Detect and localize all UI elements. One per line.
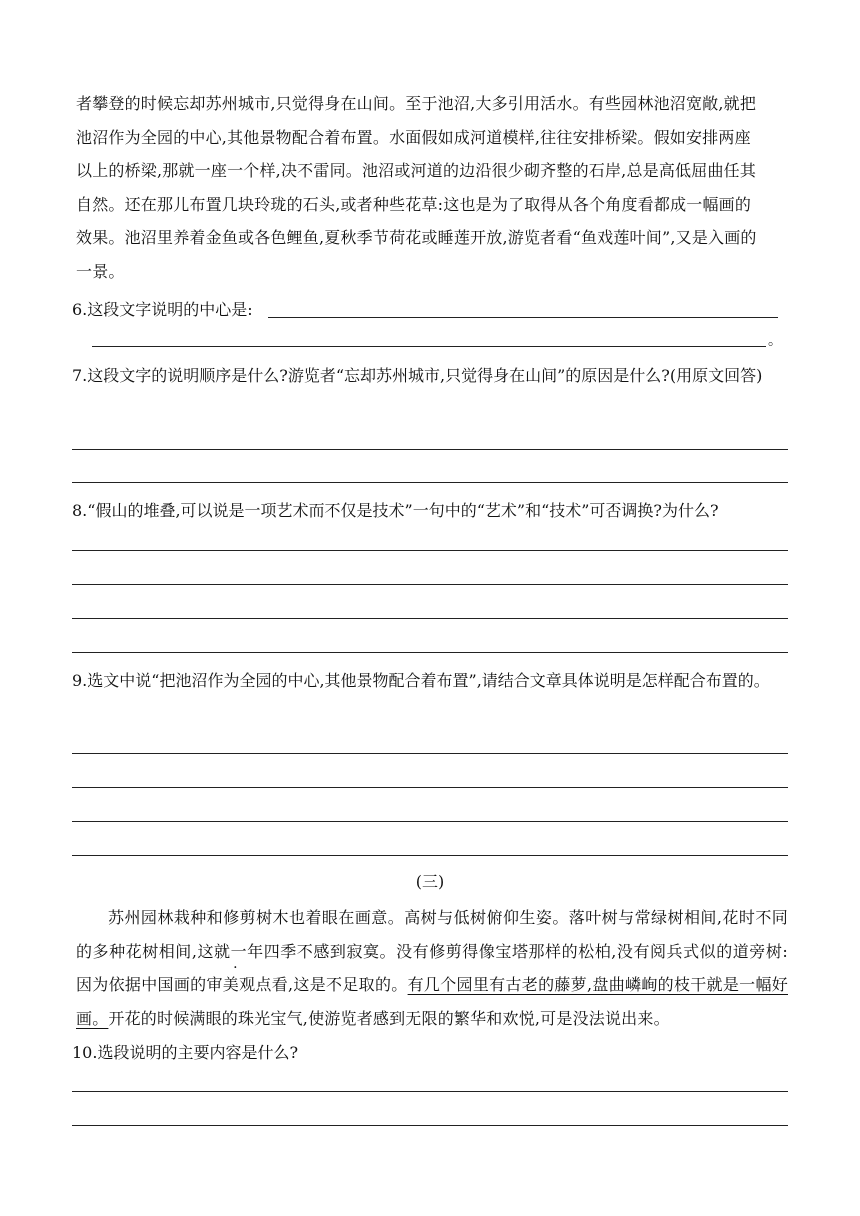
passage-line: 池沼作为全园的中心,其他景物配合着布置。水面假如成河道模样,往往安排桥梁。假如安排两座 (76, 127, 751, 147)
passage-line: 以上的桥梁,那就一座一个样,决不雷同。池沼或河道的边沿很少砌齐整的石岸,总是高低屈曲任其 (76, 161, 757, 180)
answer-line-q9-1[interactable] (72, 753, 788, 754)
answer-line-q10-2[interactable] (72, 1125, 788, 1126)
question-8: 8.“假山的堆叠,可以说是一项艺术而不仅是技术”一句中的“艺术”和“技术”可否调换?为什么? (72, 501, 719, 520)
answer-line-q8-4[interactable] (72, 652, 788, 653)
answer-line-q8-2[interactable] (72, 584, 788, 585)
emphasis-dot-char: 这 · (197, 942, 214, 961)
answer-line-q9-2[interactable] (72, 787, 788, 788)
passage-three-part-b: 就一年四季不感到寂寞。没有修剪得像宝塔那样的松柏,没有阅兵式似的道旁树:因为依据中国画的审美观点看,这是不足取的。 (76, 941, 788, 994)
section-three-title: (三) (415, 872, 445, 891)
underlined-sentence: 有几个园里有古老的藤萝,盘曲嶙峋的枝干就是一幅好画。 (76, 975, 788, 1028)
period-mark: 。 (768, 333, 782, 349)
answer-line-q7-1[interactable] (72, 449, 788, 450)
passage-three-paragraph (76, 901, 788, 1035)
answer-line-q6-1[interactable] (268, 317, 778, 318)
passage-line: 者攀登的时候忘却苏州城市,只觉得身在山间。至于池沼,大多引用活水。有些园林池沼宽敞,就把 (76, 94, 757, 113)
answer-line-q9-4[interactable] (72, 855, 788, 856)
passage-three-part-a: 苏州园林栽种和修剪树木也着眼在画意。高树与低树俯仰生姿。落叶树与常绿树相间,花时不同的多种花树相间, (76, 908, 788, 961)
passage-three-text (76, 901, 788, 1035)
answer-line-q8-3[interactable] (72, 618, 788, 619)
question-10: 10.选段说明的主要内容是什么? (72, 1043, 299, 1062)
answer-line-q6-2[interactable] (92, 346, 766, 347)
passage-line: 自然。还在那儿布置几块玲珑的石头,或者种些花草:这也是为了取得从各个角度看都成一幅画的 (76, 194, 752, 214)
passage-three-part-c: 开花的时候满眼的珠光宝气,使游览者感到无限的繁华和欢悦,可是没法说出来。 (108, 1008, 670, 1028)
answer-line-q10-1[interactable] (72, 1091, 788, 1092)
question-9: 9.选文中说“把池沼作为全园的中心,其他景物配合着布置”,请结合文章具体说明是怎样配合布置的。 (72, 671, 770, 690)
answer-line-q7-2[interactable] (72, 482, 788, 483)
passage-line: 一景。 (76, 261, 125, 281)
question-6: 6.这段文字说明的中心是: (72, 300, 253, 319)
passage-two-text (76, 87, 788, 288)
answer-line-q9-3[interactable] (72, 821, 788, 822)
passage-line: 效果。池沼里养着金鱼或各色鲤鱼,夏秋季节荷花或睡莲开放,游览者看“鱼戏莲叶间”,又是入画的 (76, 228, 757, 247)
question-7: 7.这段文字的说明顺序是什么?游览者“忘却苏州城市,只觉得身在山间”的原因是什么?(用原文回答) (72, 366, 763, 385)
answer-line-q8-1[interactable] (72, 550, 788, 551)
